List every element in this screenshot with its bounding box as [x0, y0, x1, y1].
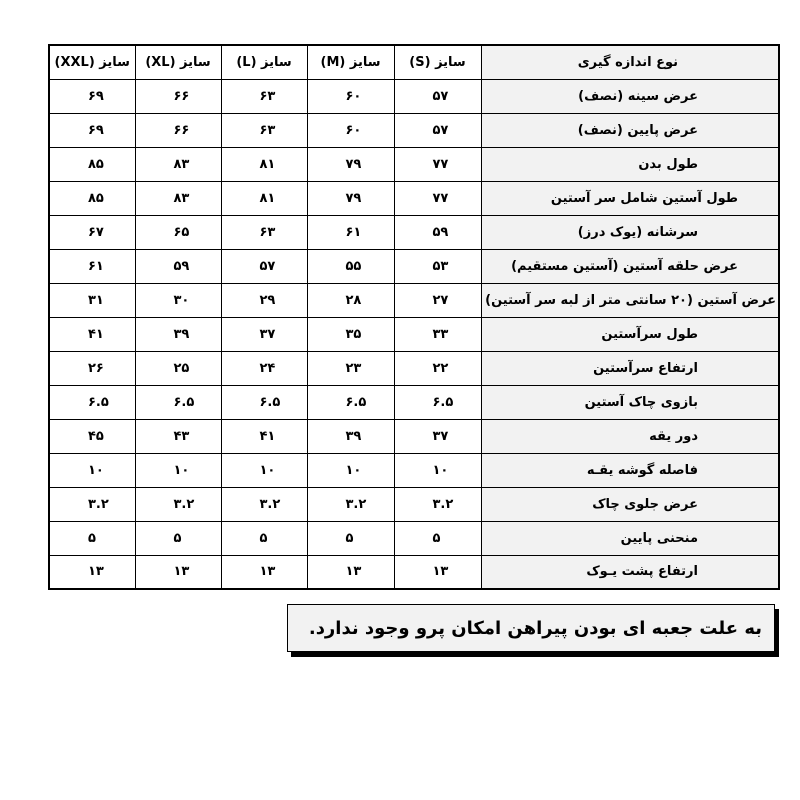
row-label: عرض حلقه آستین (آستین مستقیم) [481, 249, 779, 283]
cell-value: ۲۸ [307, 283, 394, 317]
table-row [49, 351, 779, 385]
cell-value: ۴۵ [49, 419, 135, 453]
table-row [49, 487, 779, 521]
cell-value: ۵ [394, 521, 481, 555]
cell-value: ۳.۲ [307, 487, 394, 521]
cell-value: ۵۳ [394, 249, 481, 283]
cell-value: ۱۳ [394, 555, 481, 589]
cell-value: ۳۱ [49, 283, 135, 317]
cell-value: ۳۹ [135, 317, 221, 351]
cell-value: ۶.۵ [135, 385, 221, 419]
row-label: دور یقه [481, 419, 779, 453]
cell-value: ۱۰ [49, 453, 135, 487]
row-label: سرشانه (یوک درز) [481, 215, 779, 249]
cell-value: ۵ [135, 521, 221, 555]
cell-value: ۸۵ [49, 147, 135, 181]
cell-value: ۱۳ [307, 555, 394, 589]
table-row [49, 317, 779, 351]
cell-value: ۳.۲ [221, 487, 307, 521]
cell-value: ۲۴ [221, 351, 307, 385]
table-header-row [49, 45, 779, 79]
cell-value: ۳۳ [394, 317, 481, 351]
row-label: عرض سینه (نصف) [481, 79, 779, 113]
table-row [49, 419, 779, 453]
table-row [49, 283, 779, 317]
cell-value: ۶.۵ [307, 385, 394, 419]
cell-value: ۶.۵ [49, 385, 135, 419]
cell-value: ۳۵ [307, 317, 394, 351]
cell-value: ۶۳ [221, 79, 307, 113]
cell-value: ۶۱ [49, 249, 135, 283]
row-label: عرض پایین (نصف) [481, 113, 779, 147]
cell-value: ۳.۲ [394, 487, 481, 521]
cell-value: ۶۳ [221, 215, 307, 249]
cell-value: ۵ [307, 521, 394, 555]
cell-value: ۵۹ [394, 215, 481, 249]
cell-value: ۷۹ [307, 181, 394, 215]
row-label: عرض آستین (۲۰ سانتی متر از لبه سر آستین) [481, 283, 779, 317]
size-xl-header: سایز (XL) [135, 45, 221, 79]
cell-value: ۵ [221, 521, 307, 555]
cell-value: ۷۷ [394, 181, 481, 215]
table-row [49, 555, 779, 589]
table-row [49, 249, 779, 283]
row-label: ارتفاع سرآستین [481, 351, 779, 385]
size-l-header: سایز (L) [221, 45, 307, 79]
cell-value: ۵۷ [221, 249, 307, 283]
cell-value: ۱۰ [135, 453, 221, 487]
cell-value: ۱۳ [221, 555, 307, 589]
size-chart-table-container [48, 44, 778, 579]
cell-value: ۸۳ [135, 181, 221, 215]
cell-value: ۱۰ [221, 453, 307, 487]
cell-value: ۵۹ [135, 249, 221, 283]
row-label: طول آستین شامل سر آستین [481, 181, 779, 215]
cell-value: ۴۱ [49, 317, 135, 351]
table-row [49, 385, 779, 419]
cell-value: ۲۹ [221, 283, 307, 317]
cell-value: ۸۱ [221, 147, 307, 181]
cell-value: ۱۰ [394, 453, 481, 487]
cell-value: ۸۳ [135, 147, 221, 181]
cell-value: ۳.۲ [49, 487, 135, 521]
table-row [49, 113, 779, 147]
cell-value: ۵۵ [307, 249, 394, 283]
fitting-note-box [287, 604, 775, 652]
table-row [49, 79, 779, 113]
cell-value: ۶۰ [307, 113, 394, 147]
cell-value: ۶۹ [49, 79, 135, 113]
row-label: منحنی پایین [481, 521, 779, 555]
size-s-header: سایز (S) [394, 45, 481, 79]
size-chart-table [48, 44, 780, 590]
row-label: بازوی چاک آستین [481, 385, 779, 419]
cell-value: ۸۱ [221, 181, 307, 215]
row-label: عرض جلوی چاک [481, 487, 779, 521]
cell-value: ۵۷ [394, 113, 481, 147]
cell-value: ۴۳ [135, 419, 221, 453]
table-row [49, 453, 779, 487]
table-row [49, 215, 779, 249]
fitting-note-text: به علت جعبه ای بودن پیراهن امکان پرو وجود ندارد. [308, 617, 762, 639]
table-row [49, 147, 779, 181]
cell-value: ۱۳ [135, 555, 221, 589]
row-label: طول بدن [481, 147, 779, 181]
row-label: ارتفاع پشت یـوک [481, 555, 779, 589]
cell-value: ۳۷ [394, 419, 481, 453]
cell-value: ۵۷ [394, 79, 481, 113]
cell-value: ۲۵ [135, 351, 221, 385]
cell-value: ۲۷ [394, 283, 481, 317]
cell-value: ۷۷ [394, 147, 481, 181]
cell-value: ۶۰ [307, 79, 394, 113]
cell-value: ۶۶ [135, 113, 221, 147]
cell-value: ۸۵ [49, 181, 135, 215]
cell-value: ۳۰ [135, 283, 221, 317]
row-label: طول سرآستین [481, 317, 779, 351]
cell-value: ۶۷ [49, 215, 135, 249]
cell-value: ۳۷ [221, 317, 307, 351]
table-row [49, 521, 779, 555]
cell-value: ۲۲ [394, 351, 481, 385]
cell-value: ۶.۵ [221, 385, 307, 419]
table-row [49, 181, 779, 215]
cell-value: ۶۹ [49, 113, 135, 147]
cell-value: ۶۱ [307, 215, 394, 249]
cell-value: ۶۳ [221, 113, 307, 147]
cell-value: ۲۶ [49, 351, 135, 385]
size-m-header: سایز (M) [307, 45, 394, 79]
cell-value: ۶۶ [135, 79, 221, 113]
cell-value: ۶۵ [135, 215, 221, 249]
size-xxl-header: سایز (XXL) [49, 45, 135, 79]
cell-value: ۴۱ [221, 419, 307, 453]
cell-value: ۳۹ [307, 419, 394, 453]
row-label: فاصله گوشه یقـه [481, 453, 779, 487]
cell-value: ۷۹ [307, 147, 394, 181]
measure-type-header: نوع اندازه گیری [481, 45, 779, 79]
cell-value: ۶.۵ [394, 385, 481, 419]
cell-value: ۱۳ [49, 555, 135, 589]
cell-value: ۵ [49, 521, 135, 555]
cell-value: ۱۰ [307, 453, 394, 487]
cell-value: ۲۳ [307, 351, 394, 385]
cell-value: ۳.۲ [135, 487, 221, 521]
